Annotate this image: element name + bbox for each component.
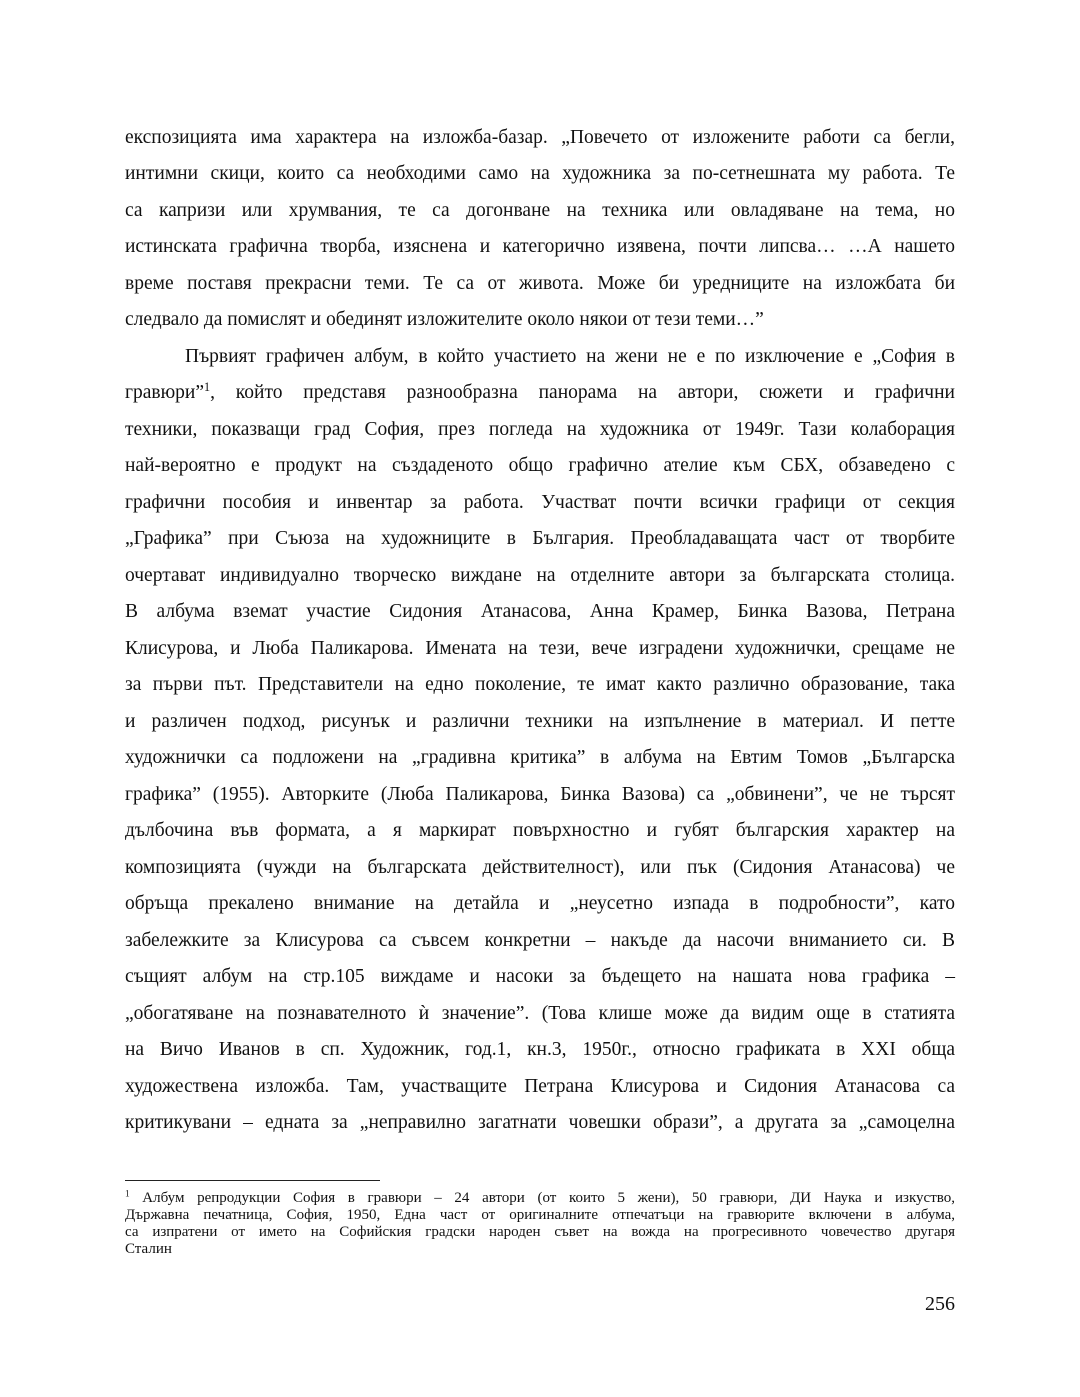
text-line: истинската графична творба, изяснена и категорично изявена, почти липсва… …А нашето — [125, 236, 955, 257]
footnote-marker: 1 — [125, 1189, 130, 1200]
text-line: очертават индивидуално творческо виждане на отделните автори за българската столица. — [125, 565, 955, 586]
text-line: графични пособия и инвентар за работа. Участват почти всички графици от секция — [125, 492, 955, 513]
text-line: експозицията има характера на изложба-базар. „Повечето от изложените работи са бегли, — [125, 127, 955, 148]
text-line: графика” (1955). Авторките (Люба Паликарова, Бинка Вазова) са „обвинени”, че не търсят — [125, 784, 955, 805]
text-line: художнички са подложени на „градивна критика” в албума на Евтим Томов „Българска — [125, 747, 955, 768]
text-line: Първият графичен албум, в който участието на жени не е по изключение е „София в — [185, 346, 955, 367]
text-line: интимни скици, които са необходими само на художника за по-сетнешната му работа. Те — [125, 163, 955, 184]
text-line: на Вичо Иванов в сп. Художник, год.1, кн.3, 1950г., относно графиката в XXI обща — [125, 1039, 955, 1060]
footnote-reference: 1 — [204, 379, 211, 394]
text-line: най-вероятно е продукт на създаденото общо графично ателие към СБХ, обзаведено с — [125, 455, 955, 476]
text-line: В албума вземат участие Сидония Атанасова, Анна Крамер, Бинка Вазова, Петрана — [125, 601, 955, 622]
text-line: следвало да помислят и обединят изложителите около някои от тези теми…” — [125, 309, 764, 330]
text-line-with-footnote-ref — [125, 381, 955, 405]
text-line: „Графика” при Съюза на художниците в България. Преобладаващата част от творбите — [125, 528, 955, 549]
footnote-line — [125, 1190, 955, 1207]
text-line: художествена изложба. Там, участващите Петрана Клисурова и Сидония Атанасова са — [125, 1076, 955, 1097]
text-line: забележките за Клисурова са съвсем конкретни – накъде да насочи вниманието си. В — [125, 930, 955, 951]
text-segment: , който представя разнообразна панорама на автори, сюжети и графични — [210, 382, 955, 403]
text-line: композицията (чужди на българската действителност), или пък (Сидония Атанасова) че — [125, 857, 955, 878]
footnote-separator — [125, 1180, 380, 1181]
footnote-text: Албум репродукции София в гравюри – 24 автори (от които 5 жени), 50 гравюри, ДИ Наука и изкуство, — [129, 1190, 955, 1206]
text-line: Клисурова, и Люба Паликарова. Имената на тези, вече изградени художнички, срещаме не — [125, 638, 955, 659]
footnote-line: Държавна печатница, София, 1950, Една част от оригиналните отпечатъци на гравюрите включени в албума, — [125, 1207, 955, 1223]
text-line: дълбочина във формата, а я маркират повърхностно и губят българския характер на — [125, 820, 955, 841]
text-line: са капризи или хрумвания, те са догонване на техника или овладяване на тема, но — [125, 200, 955, 221]
footnote-line: Сталин — [125, 1241, 172, 1257]
text-line: същият албум на стр.105 виждаме и насоки за бъдещето на нашата нова графика – — [125, 966, 955, 987]
text-line: обръща прекалено внимание на детайла и „неусетно изпада в подробности”, като — [125, 893, 955, 914]
footnote-line: са изпратени от името на Софийския градски народен съвет на вожда на прогресивното човечество другаря — [125, 1224, 955, 1240]
text-line: за първи път. Представители на едно поколение, те имат както различно образование, така — [125, 674, 955, 695]
page-number: 256 — [925, 1293, 955, 1315]
text-line: техники, показващи град София, през погледа на художника от 1949г. Тази колаборация — [125, 419, 955, 440]
text-segment: гравюри” — [125, 382, 205, 403]
text-line: критикувани – едната за „неправилно загатнати човешки образи”, а другата за „самоцелна — [125, 1112, 955, 1133]
text-line: време поставя прекрасни теми. Те са от живота. Може би уредниците на изложбата би — [125, 273, 955, 294]
text-line: и различен подход, рисунък и различни техники на изпълнение в материал. И петте — [125, 711, 955, 732]
text-line: „обогатяване на познавателното ѝ значение”. (Това клише може да видим още в статията — [125, 1003, 955, 1024]
